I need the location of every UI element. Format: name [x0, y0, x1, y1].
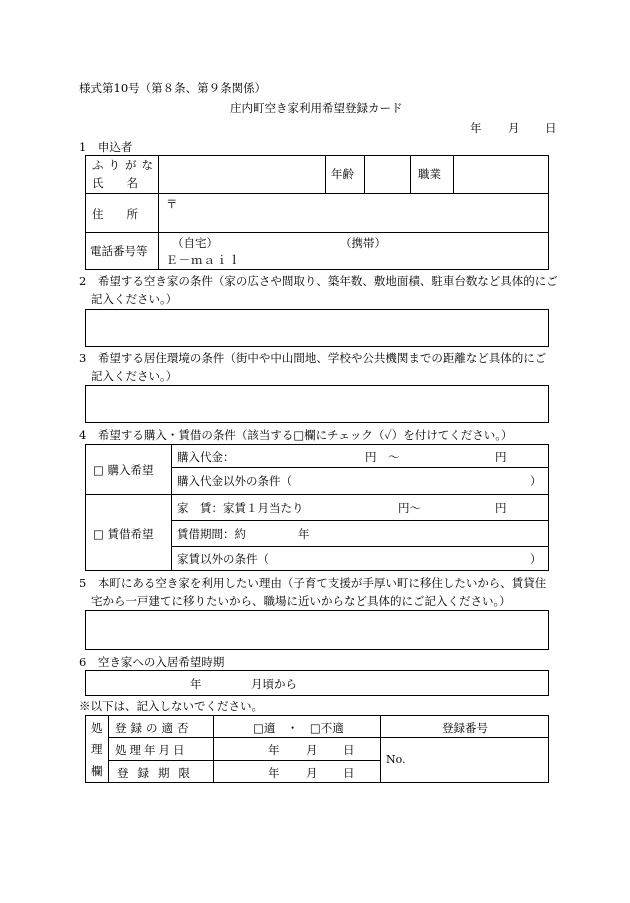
- table-divider: [108, 737, 549, 738]
- approval-label: 登録の適否: [115, 721, 193, 735]
- purchase-checkbox[interactable]: □ 購入希望: [93, 463, 154, 477]
- occupation-label: 職業: [418, 167, 441, 181]
- page-title: 庄内町空き家利用希望登録カード: [230, 101, 403, 115]
- rent-checkbox[interactable]: □ 賃借希望: [93, 527, 154, 541]
- rent-years-label: 年: [298, 527, 310, 541]
- deadline-day: 日: [343, 766, 355, 780]
- office-use-note: ※以下は、記入しないでください。: [79, 699, 263, 713]
- rent-other-close: ）: [530, 552, 542, 566]
- rent-yen-to: 円: [495, 501, 507, 515]
- section5-line1: 5 本町にある空き家を利用したい理由（子育て支援が手厚い町に移住したいから、賃貸住: [79, 576, 547, 590]
- purchase-price-label: 購入代金：: [177, 450, 235, 464]
- date-month-label: 月: [508, 121, 520, 135]
- section2-line1: 2 希望する空き家の条件（家の広さや間取り、築年数、敷地面積、駐車台数など具体的にご: [79, 274, 558, 288]
- table-divider: [380, 715, 381, 783]
- deadline-year: 年: [268, 766, 280, 780]
- house-conditions-field[interactable]: [85, 309, 549, 347]
- registration-number-label: 登録番号: [442, 721, 488, 735]
- reason-field[interactable]: [85, 610, 549, 650]
- processing-month: 月: [306, 743, 318, 757]
- mobile-phone-label: （携帯）: [340, 236, 386, 250]
- rent-other-label: 家賃以外の条件（: [177, 552, 269, 566]
- section5-line2: 宅から一戸建てに移りたいから、職場に近いからなど具体的にご記入ください。）: [91, 594, 511, 608]
- processing-date-label: 処理年月日: [115, 743, 188, 757]
- name-label: 氏 名: [92, 176, 138, 190]
- address-label: 住 所: [92, 207, 138, 221]
- purchase-other-close: ）: [530, 474, 542, 488]
- table-divider: [85, 494, 549, 495]
- processing-year: 年: [268, 743, 280, 757]
- number-label: No.: [386, 753, 406, 766]
- registration-deadline-label: 登録期限: [117, 766, 199, 780]
- table-divider: [213, 715, 214, 783]
- move-in-time-field[interactable]: [85, 670, 549, 696]
- table-divider: [410, 155, 411, 193]
- furigana-label: ふりがな: [92, 158, 158, 172]
- date-day-label: 日: [545, 121, 557, 135]
- home-phone-label: （自宅）: [172, 236, 218, 250]
- table-divider: [364, 155, 365, 193]
- move-in-year-label: 年: [190, 677, 202, 691]
- name-field[interactable]: [166, 156, 321, 191]
- postal-mark: 〒: [166, 197, 178, 211]
- rent-price-label: 家 賃：家賃１月当たり: [177, 501, 304, 515]
- office-label-1: 処: [91, 721, 103, 735]
- age-field[interactable]: [367, 157, 407, 191]
- approval-value: □適 ・ □不適: [253, 721, 344, 735]
- purchase-yen-from: 円 ～: [365, 450, 400, 464]
- table-divider: [171, 546, 549, 547]
- purchase-other-label: 購入代金以外の条件（: [177, 474, 292, 488]
- purchase-yen-to: 円: [495, 450, 507, 464]
- table-divider: [85, 232, 549, 233]
- table-divider: [108, 715, 109, 783]
- deadline-month: 月: [306, 766, 318, 780]
- table-divider: [108, 760, 380, 761]
- table-divider: [171, 520, 549, 521]
- form-number: 様式第10号（第８条、第９条関係）: [79, 81, 267, 95]
- section1-heading: 1 申込者: [79, 140, 133, 154]
- table-divider: [453, 155, 454, 193]
- section3-line1: 3 希望する居住環境の条件（街中や中山間地、学校や公共機関までの距離など具体的にご: [79, 351, 547, 365]
- office-label-2: 理: [91, 742, 103, 756]
- section3-line2: 記入ください。）: [91, 369, 178, 383]
- office-label-3: 欄: [91, 764, 103, 778]
- age-label: 年齢: [331, 167, 354, 181]
- rent-yen-from: 円～: [398, 501, 421, 515]
- environment-conditions-field[interactable]: [85, 385, 549, 423]
- date-year-label: 年: [470, 121, 482, 135]
- rent-period-label: 賃借期間：約: [177, 527, 246, 541]
- table-divider: [325, 155, 326, 193]
- occupation-field[interactable]: [456, 157, 546, 191]
- table-divider: [171, 444, 172, 571]
- email-label: Ｅ－ｍａｉｌ: [166, 253, 241, 267]
- processing-day: 日: [343, 743, 355, 757]
- purchase-rent-table: [85, 444, 549, 571]
- move-in-month-label: 月頃から: [251, 677, 297, 691]
- table-divider: [171, 467, 549, 468]
- table-divider: [158, 155, 159, 270]
- section2-line2: 記入ください。）: [91, 292, 178, 306]
- section4-heading: 4 希望する購入・賃借の条件（該当する□欄にチェック（✓）を付けてください。）: [79, 428, 513, 442]
- table-divider: [85, 193, 549, 194]
- section6-heading: 6 空き家への入居希望時期: [79, 655, 225, 669]
- address-field[interactable]: [180, 196, 545, 230]
- phone-label: 電話番号等: [90, 244, 148, 258]
